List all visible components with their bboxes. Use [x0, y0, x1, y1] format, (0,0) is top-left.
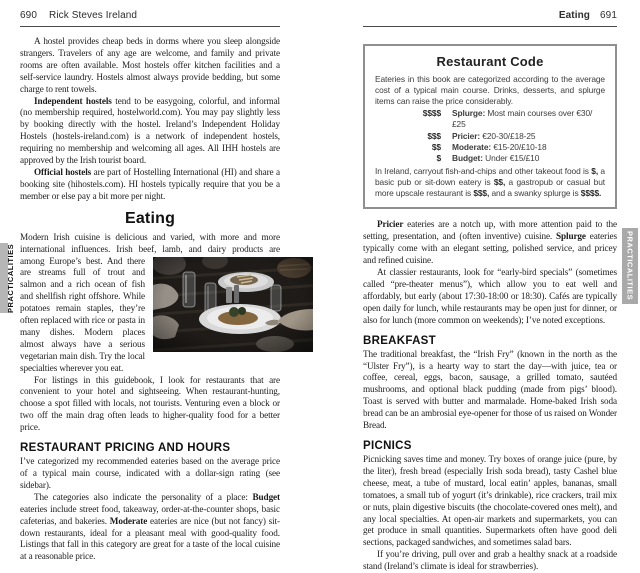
moderate-symbol: $$ [431, 141, 441, 152]
splurge-lead: Splurge [555, 231, 586, 242]
right-page-number: 691 [600, 10, 617, 21]
listings-paragraph: For listings in this guidebook, I look for restaurants that are convenient to your hotel and sightseeing. When restaurant-hunting, choose a spot filled with locals, not tourists. Venturing even a block or two off the main drag often leads to higher-quality food for a better price. [20, 374, 280, 433]
right-page [320, 0, 640, 572]
restaurant-code-intro: Eateries in this book are categorized according to the average cost of a typical main course. Drinks, desserts, and splurge items can raise the price considerably. [375, 74, 605, 106]
outro-text-2: a basic pub or sit-down eatery is [375, 166, 605, 188]
budget-text [452, 153, 539, 164]
official-hostels-lead: Official hostels [34, 166, 92, 177]
left-page-content [20, 36, 280, 563]
outro-dollar-4: $$$$. [580, 188, 602, 199]
moderate-text [452, 142, 547, 153]
budget-lead: Budget [252, 491, 280, 502]
categories-paragraph [20, 492, 280, 563]
restaurant-code-title: Restaurant Code [436, 54, 544, 69]
splurge-desc: Most main courses over €30/£25 [452, 108, 593, 130]
pricing-hours-heading: RESTAURANT PRICING AND HOURS [20, 442, 231, 455]
cuisine-rest-paragraph: among Europe’s best. And there are streams full of trout and salmon and a rich ocean of fish and shellfish right offshore. While potatoes remain staples, they’re often replaced with rice or pasta in many dishes. Modern places almost always have a serious vegetarian main dish. Try the local specialties wherever you eat. [20, 255, 145, 373]
breakfast-paragraph: The traditional breakfast, the “Irish Fry” (known in the north as the “Ulster Fry”), is a hearty way to start the day—with juice, tea or coffee, cereal, eggs, bacon, sausage, a grilled tomato, sautéed mushrooms, and optional black pudding (made from pigs’ blood). Toast is served with butter and marmalade. Home-baked Irish soda bread can be an ambrosial eye-opener for those of us raised on Wonder Bread. [363, 348, 617, 431]
splurge-symbol: $$$$ [422, 108, 441, 118]
outro-text-4: and a swanky splurge is [489, 188, 581, 199]
pricier-splurge-paragraph [363, 219, 617, 267]
practicalities-tab-right: PRACTICALITIES [622, 228, 638, 304]
cuisine-intro-paragraph: Modern Irish cuisine is delicious and varied, with more and more international influences. Irish beef, lamb, and dairy products are [20, 231, 280, 254]
practicalities-tab-left: PRACTICALITIES [6, 243, 15, 313]
price-tier-moderate [375, 142, 605, 153]
outro-dollar-1: $, [591, 166, 599, 177]
outro-text-3: a gastropub or casual but more upscale restaurant is [375, 177, 605, 199]
moderate-lead: Moderate [109, 515, 148, 526]
restaurant-code-box [363, 44, 617, 209]
official-hostels-text: are part of Hostelling International (HI) and share a booking site (hihostels.com). HI hostels typically require that you be a member or else pay a bit more per night. [20, 166, 280, 201]
price-tier-pricier [375, 131, 605, 142]
splurge-text [452, 108, 605, 131]
price-tier-splurge [375, 108, 605, 131]
outro-dollar-3: $$$, [473, 188, 490, 199]
categories-text-3: eateries are nice (but not fancy) sit-down restaurants, ideal for a pleasant meal with good-quality food. Listings that fall in this category are great for a taste of the local cuisine at a reasonable price. [20, 515, 280, 562]
budget-symbol: $ [436, 153, 441, 164]
eating-chapter-heading: Eating [124, 209, 176, 227]
price-tier-list [375, 108, 605, 164]
chapter-title: Eating [558, 10, 590, 21]
price-tier-budget [375, 153, 605, 164]
hostel-paragraph: A hostel provides cheap beds in dorms where you sleep alongside strangers. Travelers of any age are welcome, and family and private rooms are often available. Most hostels offer kitchen facilities and a self-service laundry. Hostels almost always provide bedding, but some charge to rent towels. [20, 36, 280, 94]
left-page [0, 0, 320, 568]
pricier-text [452, 131, 536, 142]
independent-hostels-lead: Independent hostels [34, 95, 112, 106]
pricing-paragraph: I’ve categorized my recommended eateries based on the average price of a typical main course, indicated with a dollar-sign rating (see sidebar). [20, 456, 280, 490]
pricier-desc: €20-30/£18-25 [480, 130, 536, 141]
classier-restaurants-paragraph: At classier restaurants, look for “early-bird specials” (sometimes called “pre-theater menus”), which allow you to eat well and affordably, but early (about 17:30-18:00 or 18:30). Cafés are typically open daily for lunch, while restaurants may be open just for dinner, or also for lunch (more common on weekends); I’ve noted exceptions. [363, 267, 617, 325]
budget-label: Budget: [452, 153, 483, 164]
independent-hostels-paragraph [20, 96, 280, 167]
right-page-content [363, 36, 617, 573]
moderate-desc: €15-20/£10-18 [491, 141, 547, 152]
moderate-label: Moderate: [452, 141, 492, 152]
official-hostels-paragraph [20, 167, 280, 203]
pricier-text-a: eateries are a notch up, with more attention paid to the setting, presentation, and (often inventive) cuisine. [363, 219, 617, 242]
outro-text-1: In Ireland, carryout fish-and-chips and other takeout food is [375, 166, 592, 177]
cuisine-wrap-block [20, 256, 280, 375]
outro-dollar-2: $$, [493, 177, 506, 188]
pricier-lead: Pricier [377, 219, 404, 230]
categories-text-2: eateries include street food, takeaway, order-at-the-counter shops, basic cafeterias, and bakeries. [20, 503, 280, 526]
restaurant-code-outro [375, 166, 605, 199]
book-title: Rick Steves Ireland [49, 10, 138, 21]
left-page-number: 690 [20, 10, 37, 21]
right-running-header [363, 10, 617, 27]
independent-hostels-text: tend to be easygoing, colorful, and informal (no membership required, hostelworld.com). You may pay slightly less by booking directly with the hostel. Ireland’s Independent Holiday Hostels (hostels-ireland.com) is a network of independent hostels, requiring no membership and welcoming all ages. All IHH hostels are approved by the Irish tourist board. [20, 95, 281, 166]
pricier-label: Pricier: [452, 130, 481, 141]
splurge-label: Splurge: [452, 108, 486, 118]
picnics-heading: PICNICS [363, 439, 412, 452]
left-running-header [20, 10, 280, 27]
picnics-paragraph: Picnicking saves time and money. Try boxes of orange juice (pure, by the liter), fresh bread (especially Irish soda bread), tasty Cashel blue cheese, meat, a tube of mustard, local eatin’ apples, bananas, small tomatoes, a small tub of yogurt (it’s drinkable), rice crackers, trail mix or nuts, plain digestive biscuits (the chocolate-covered ones melt), and any local specialties. At open-air markets and supermarkets, you can get produce in small quantities. Supermarkets often have good deli sections, packaged sandwiches, and sometimes salad bars. [363, 453, 617, 548]
breakfast-heading: BREAKFAST [363, 334, 436, 347]
pricier-text-b: eateries typically come with an elegant setting, polished service, and pricey and refined cuisine. [363, 231, 617, 266]
dinner-table-photo [153, 257, 313, 352]
budget-desc: Under €15/£10 [482, 153, 540, 164]
categories-text-1: The categories also indicate the personality of a place: [34, 491, 253, 502]
driving-paragraph: If you’re driving, pull over and grab a healthy snack at a roadside stand (Ireland’s climate is ideal for strawberries). [363, 549, 617, 572]
pricier-symbol: $$$ [427, 130, 441, 141]
